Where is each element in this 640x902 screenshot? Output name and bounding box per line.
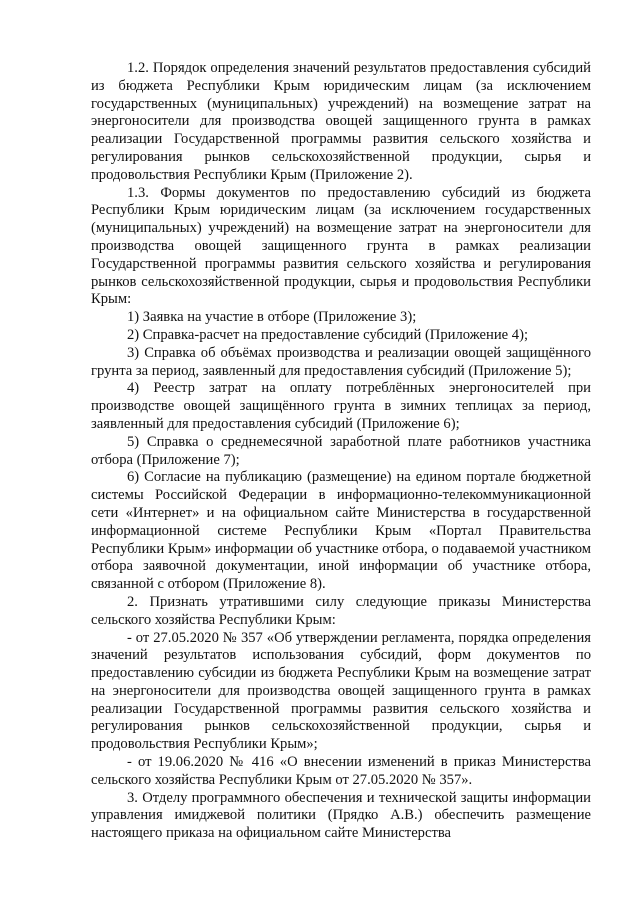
paragraph-2: 2. Признать утратившими силу следующие приказы Министерства сельского хозяйства Республики Крым: (91, 593, 591, 628)
list-item-5: 5) Справка о среднемесячной заработной плате работников участника отбора (Приложение 7); (91, 433, 591, 468)
repealed-order-357: - от 27.05.2020 № 357 «Об утверждении регламента, порядка определения значений результатов использования субсидий, форм документов по предоставлению субсидии из бюджета Республики Крым на возмещение затрат на энергоносители для производства овощей защищенного грунта в рамках реализации Государственной программы развития сельского хозяйства и регулирования рынков сельскохозяйственной продукции, сырья и продовольствия Республики Крым»; (91, 629, 591, 753)
paragraph-1-2: 1.2. Порядок определения значений результатов предоставления субсидий из бюджета Республики Крым юридическим лицам (за исключением государственных (муниципальных) учреждений) на возмещение затрат на энергоносители для производства овощей защищенного грунта в рамках реализации Государственной программы развития сельского хозяйства и регулирования рынков сельскохозяйственной продукции, сырья и продовольствия Республики Крым (Приложение 2). (91, 60, 591, 183)
document-body (91, 60, 591, 843)
list-item-1: 1) Заявка на участие в отборе (Приложение 3); (127, 309, 417, 326)
repealed-order-416: - от 19.06.2020 № 416 «О внесении изменений в приказ Министерства сельского хозяйства Республики Крым от 27.05.2020 № 357». (91, 754, 591, 788)
paragraph-1-3: 1.3. Формы документов по предоставлению субсидий из бюджета Республики Крым юридическим лицам (за исключением государственных (муниципальных) учреждений) на возмещение затрат на энергоносители для производства овощей защищенного грунта в рамках реализации Государственной программы развития сельского хозяйства и регулирования рынков сельскохозяйственной продукции, сырья и продовольствия Республики Крым: (91, 184, 591, 308)
list-item-2: 2) Справка-расчет на предоставление субсидий (Приложение 4); (127, 326, 528, 343)
list-item-4: 4) Реестр затрат на оплату потреблённых энергоносителей при производстве овощей защищённого грунта в зимних теплицах за период, заявленный для предоставления субсидий (Приложение 6); (91, 380, 591, 432)
paragraph-3: 3. Отделу программного обеспечения и технической защиты информации управления имиджевой политики (Прядко А.В.) обеспечить размещение настоящего приказа на официальном сайте Министерства (91, 789, 591, 842)
list-item-3: 3) Справка об объёмах производства и реализации овощей защищённого грунта за период, заявленный для предоставления субсидий (Приложение 5); (91, 344, 591, 379)
list-item-6: 6) Согласие на публикацию (размещение) на едином портале бюджетной системы Российской Федерации в информационно-телекоммуникационной сети «Интернет» и на официальном сайте Министерства в государственной информационной системе Республики Крым «Портал Правительства Республики Крым» информации об участнике отбора, о подаваемой участником отбора заявочной документации, иной информации об участнике отбора, связанной с отбором (Приложение 8). (91, 469, 591, 593)
